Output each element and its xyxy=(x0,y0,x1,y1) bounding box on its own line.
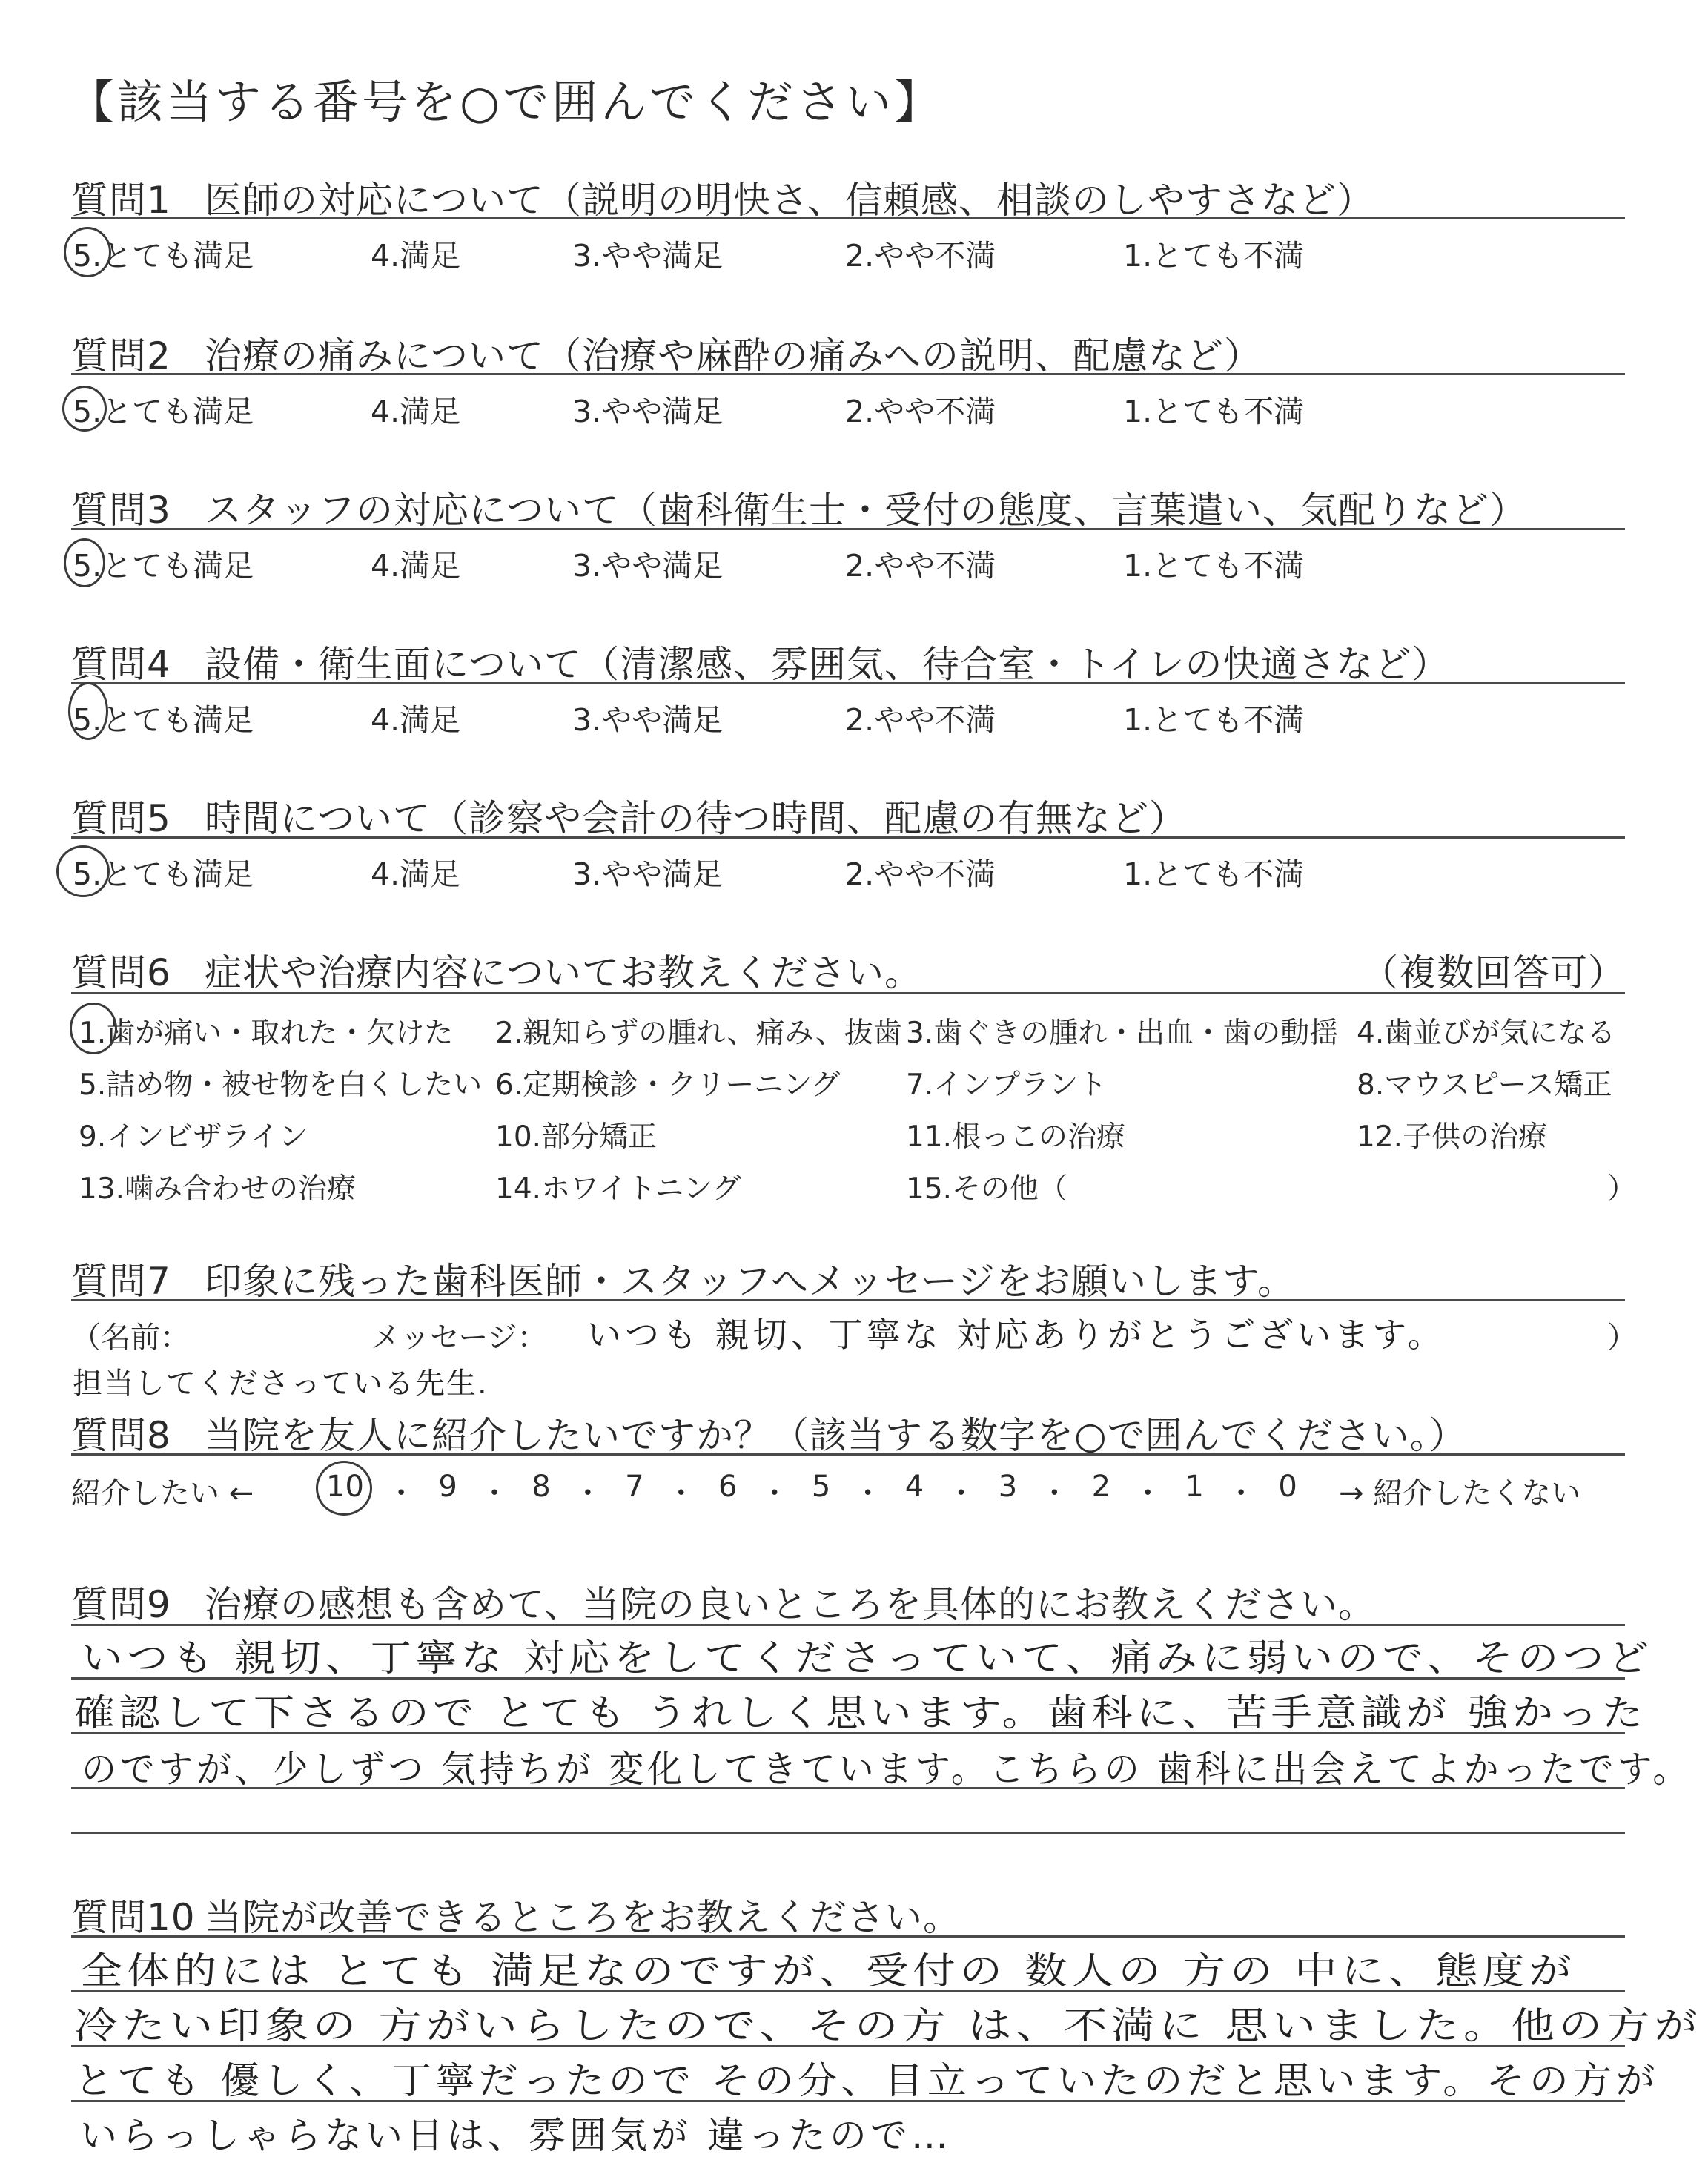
divider xyxy=(71,1453,1625,1456)
scale-value[interactable]: 2 xyxy=(1091,1470,1111,1504)
question-number: 質問7 xyxy=(71,1260,171,1303)
scale-value[interactable]: 6 xyxy=(718,1470,738,1504)
divider xyxy=(71,1935,1625,1938)
scale-value[interactable]: 10 xyxy=(326,1470,364,1504)
treatment-option[interactable]: 10.部分矯正 xyxy=(495,1120,658,1154)
scale-value[interactable]: 4 xyxy=(904,1470,924,1504)
question-text: 治療の痛みについて（治療や麻酔の痛みへの説明、配慮など） xyxy=(205,334,1262,377)
close-paren: ） xyxy=(1607,1172,1637,1206)
question-number: 質問10 xyxy=(71,1896,196,1939)
treatment-option-other[interactable]: 15.その他（ xyxy=(906,1172,1068,1206)
multiple-answers-note: （複数回答可） xyxy=(1361,951,1626,994)
treatment-option[interactable]: 7.インプラント xyxy=(906,1069,1108,1102)
selection-circle xyxy=(56,845,110,897)
name-label: （名前： xyxy=(71,1321,190,1355)
answer-line xyxy=(71,1732,1625,1734)
question-number: 質問9 xyxy=(71,1583,171,1626)
scale-dot: ・ xyxy=(1226,1476,1257,1510)
question-1-title xyxy=(71,171,1374,224)
option-3[interactable]: 3.やや満足 xyxy=(572,238,724,274)
option-4[interactable]: 4.満足 xyxy=(371,238,461,274)
question-2-title xyxy=(71,326,1262,380)
question-number: 質問3 xyxy=(71,489,171,532)
selection-circle xyxy=(64,227,111,277)
option-5[interactable]: 5.とても満足 xyxy=(73,238,254,274)
treatment-option[interactable]: 8.マウスピース矯正 xyxy=(1357,1069,1612,1102)
selection-circle xyxy=(70,1003,117,1054)
scale-dot: ・ xyxy=(853,1476,883,1510)
option-2[interactable]: 2.やや不満 xyxy=(845,394,996,429)
question-8-title xyxy=(71,1406,1467,1459)
q9-answer-line: 確認して下さるので とても うれしく思います。歯科に、苦手意識が 強かった xyxy=(74,1691,1647,1734)
question-3-title xyxy=(71,480,1527,534)
selection-circle xyxy=(316,1461,372,1516)
divider xyxy=(71,528,1625,530)
scale-value[interactable]: 1 xyxy=(1185,1470,1204,1504)
option-4[interactable]: 4.満足 xyxy=(371,548,461,584)
question-text: 医師の対応について（説明の明快さ、信頼感、相談のしやすさなど） xyxy=(205,179,1374,222)
question-text: 症状や治療内容についてお教えください。 xyxy=(205,951,922,994)
question-7-title xyxy=(71,1252,1295,1305)
answer-line xyxy=(71,2100,1625,2102)
option-1[interactable]: 1.とても不満 xyxy=(1123,238,1305,274)
option-2[interactable]: 2.やや不満 xyxy=(845,548,996,584)
divider xyxy=(71,1624,1625,1626)
question-number: 質問5 xyxy=(71,797,171,840)
option-3[interactable]: 3.やや満足 xyxy=(572,856,724,892)
answer-line xyxy=(71,1677,1625,1680)
question-text: 設備・衛生面について（清潔感、雰囲気、待合室・トイレの快適さなど） xyxy=(205,643,1450,686)
answer-line xyxy=(71,1832,1625,1834)
selection-circle xyxy=(64,538,105,587)
divider xyxy=(71,992,1625,994)
name-handwritten: 担当してくださっている先生. xyxy=(73,1367,489,1401)
divider xyxy=(71,682,1625,684)
scale-dot: ・ xyxy=(666,1476,696,1510)
question-6-title xyxy=(71,943,922,997)
option-5[interactable]: 5.とても満足 xyxy=(73,702,254,738)
scale-right-label: → 紹介したくない xyxy=(1339,1476,1581,1510)
question-5-title xyxy=(71,789,1187,842)
option-5[interactable]: 5.とても満足 xyxy=(73,394,254,429)
scale-dot: ・ xyxy=(1039,1476,1070,1510)
scale-dot: ・ xyxy=(572,1476,603,1510)
selection-circle xyxy=(62,386,107,432)
answer-line xyxy=(71,1990,1625,1992)
scale-dot: ・ xyxy=(1133,1476,1163,1510)
treatment-option[interactable]: 9.インビザライン xyxy=(79,1120,308,1154)
option-2[interactable]: 2.やや不満 xyxy=(845,238,996,274)
option-5[interactable]: 5.とても満足 xyxy=(73,856,254,892)
question-number: 質問4 xyxy=(71,643,171,686)
scale-dot: ・ xyxy=(759,1476,790,1510)
close-paren: ） xyxy=(1607,1321,1637,1355)
option-5[interactable]: 5.とても満足 xyxy=(73,548,254,584)
option-1[interactable]: 1.とても不満 xyxy=(1123,548,1305,584)
form-header: 【該当する番号を○で囲んでください】 xyxy=(68,75,944,129)
question-text: 治療の感想も含めて、当院の良いところを具体的にお教えください。 xyxy=(205,1583,1376,1626)
question-text: 当院を友人に紹介したいですか？（該当する数字を○で囲んでください。） xyxy=(205,1414,1467,1457)
question-text: 印象に残った歯科医師・スタッフへメッセージをお願いします。 xyxy=(205,1260,1295,1303)
message-label: メッセージ： xyxy=(371,1321,547,1355)
scale-dot: ・ xyxy=(386,1476,417,1510)
scale-value[interactable]: 7 xyxy=(625,1470,644,1504)
q10-answer-line: いらっしゃらない日は、雰囲気が 違ったので… xyxy=(80,2114,952,2157)
option-2[interactable]: 2.やや不満 xyxy=(845,856,996,892)
treatment-option[interactable]: 1.歯が痛い・取れた・欠けた xyxy=(79,1017,454,1050)
recommend-scale xyxy=(326,1470,1297,1512)
scale-value[interactable]: 8 xyxy=(532,1470,551,1504)
answer-line xyxy=(71,2045,1625,2047)
option-4[interactable]: 4.満足 xyxy=(371,856,461,892)
option-4[interactable]: 4.満足 xyxy=(371,394,461,429)
question-9-title xyxy=(71,1575,1376,1628)
question-number: 質問8 xyxy=(71,1414,171,1457)
treatment-option[interactable]: 12.子供の治療 xyxy=(1357,1120,1548,1154)
q9-answer-line: のですが、少しずつ 気持ちが 変化してきています。こちらの 歯科に出会えてよかったです。 xyxy=(82,1748,1692,1791)
option-1[interactable]: 1.とても不満 xyxy=(1123,394,1305,429)
question-number: 質問2 xyxy=(71,334,171,377)
question-10-title xyxy=(71,1888,961,1941)
option-3[interactable]: 3.やや満足 xyxy=(572,394,724,429)
scale-dot: ・ xyxy=(946,1476,976,1510)
treatment-option[interactable]: 14.ホワイトニング xyxy=(495,1172,741,1206)
scale-dot: ・ xyxy=(480,1476,510,1510)
option-3[interactable]: 3.やや満足 xyxy=(572,548,724,584)
treatment-option[interactable]: 6.定期検診・クリーニング xyxy=(495,1069,841,1102)
question-number: 質問6 xyxy=(71,951,171,994)
scale-value[interactable]: 5 xyxy=(811,1470,831,1504)
treatment-option[interactable]: 11.根っこの治療 xyxy=(906,1120,1126,1154)
scale-value[interactable]: 9 xyxy=(438,1470,457,1504)
q10-answer-line: 冷たい印象の 方がいらしたので、その方 は、不満に 思いました。他の方が xyxy=(74,2004,1702,2047)
question-4-title xyxy=(71,635,1450,688)
treatment-option[interactable]: 13.噛み合わせの治療 xyxy=(79,1172,357,1206)
answer-line xyxy=(71,1787,1625,1789)
option-1[interactable]: 1.とても不満 xyxy=(1123,856,1305,892)
treatment-option[interactable]: 2.親知らずの腫れ、痛み、抜歯 xyxy=(495,1017,902,1050)
question-text: 当院が改善できるところをお教えください。 xyxy=(205,1896,961,1939)
treatment-option[interactable]: 5.詰め物・被せ物を白くしたい xyxy=(79,1069,483,1102)
q10-answer-line: とても 優しく、丁寧だったので その分、目立っていたのだと思います。その方が xyxy=(74,2059,1659,2102)
scale-value[interactable]: 0 xyxy=(1278,1470,1297,1504)
message-handwritten: いつも 親切、丁寧な 対応ありがとうございます。 xyxy=(587,1315,1446,1355)
q10-answer-line: 全体的には とても 満足なのですが、受付の 数人の 方の 中に、態度が xyxy=(80,1949,1576,1992)
treatment-option[interactable]: 3.歯ぐきの腫れ・出血・歯の動揺 xyxy=(906,1017,1339,1050)
divider xyxy=(71,373,1625,375)
question-number: 質問1 xyxy=(71,179,171,222)
divider xyxy=(71,1299,1625,1301)
scale-value[interactable]: 3 xyxy=(998,1470,1018,1504)
option-2[interactable]: 2.やや不満 xyxy=(845,702,996,738)
treatment-option[interactable]: 4.歯並びが気になる xyxy=(1357,1017,1616,1050)
divider xyxy=(71,217,1625,219)
option-1[interactable]: 1.とても不満 xyxy=(1123,702,1305,738)
q9-answer-line: いつも 親切、丁寧な 対応をしてくださっていて、痛みに弱いので、そのつど xyxy=(82,1636,1653,1680)
divider xyxy=(71,836,1625,839)
selection-circle xyxy=(68,682,108,740)
option-4[interactable]: 4.満足 xyxy=(371,702,461,738)
question-text: 時間について（診察や会計の待つ時間、配慮の有無など） xyxy=(205,797,1187,840)
scale-left-label: 紹介したい ← xyxy=(71,1476,254,1510)
question-text: スタッフの対応について（歯科衛生士・受付の態度、言葉遣い、気配りなど） xyxy=(205,489,1527,532)
option-3[interactable]: 3.やや満足 xyxy=(572,702,724,738)
